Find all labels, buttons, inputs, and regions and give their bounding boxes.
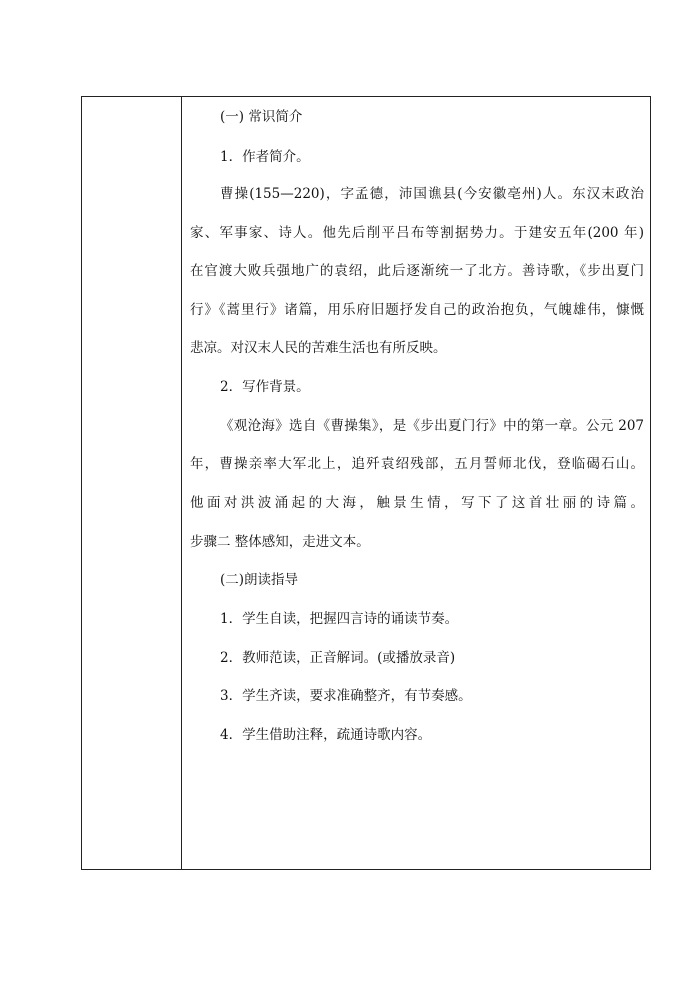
reading-step-item: 2．教师范读，正音解词。(或播放录音) bbox=[220, 650, 456, 666]
paragraph-line: 在官渡大败兵强地广的袁绍，此后逐渐统一了北方。善诗歌，《步出夏门 bbox=[190, 263, 644, 279]
section-heading-reading-guide: (二)朗读指导 bbox=[220, 572, 299, 588]
paragraph-line: 悲凉。对汉末人民的苦难生活也有所反映。 bbox=[190, 340, 447, 356]
item-author-intro: 1．作者简介。 bbox=[220, 149, 310, 165]
reading-step-item: 4．学生借助注释，疏通诗歌内容。 bbox=[220, 727, 432, 743]
paragraph-line: 《观沧海》选自《曹操集》，是《步出夏门行》中的第一章。公元 207 bbox=[220, 418, 644, 434]
table-left-cell bbox=[82, 97, 182, 869]
paragraph-line: 年，曹操亲率大军北上，追歼袁绍残部，五月誓师北伐，登临碣石山。 bbox=[190, 456, 644, 472]
paragraph-line: 他面对洪波涌起的大海，触景生情，写下了这首壮丽的诗篇。 bbox=[190, 495, 644, 511]
paragraph-line: 行》《蒿里行》诸篇，用乐府旧题抒发自己的政治抱负，气魄雄伟，慷慨 bbox=[190, 302, 644, 318]
step-two-line: 步骤二 整体感知，走进文本。 bbox=[190, 534, 370, 550]
item-writing-background: 2．写作背景。 bbox=[220, 379, 310, 395]
lesson-table bbox=[81, 96, 651, 870]
reading-step-item: 1．学生自读，把握四言诗的诵读节奏。 bbox=[220, 611, 459, 627]
paragraph-line: 家、军事家、诗人。他先后削平吕布等割据势力。于建安五年(200 年) bbox=[190, 225, 644, 241]
section-heading-common-knowledge: (一) 常识简介 bbox=[220, 109, 303, 125]
paragraph-line: 曹操(155—220)，字孟德，沛国谯县(今安徽亳州)人。东汉末政治 bbox=[220, 186, 644, 202]
table-right-cell bbox=[182, 97, 650, 869]
reading-step-item: 3．学生齐读，要求准确整齐，有节奏感。 bbox=[220, 688, 472, 704]
